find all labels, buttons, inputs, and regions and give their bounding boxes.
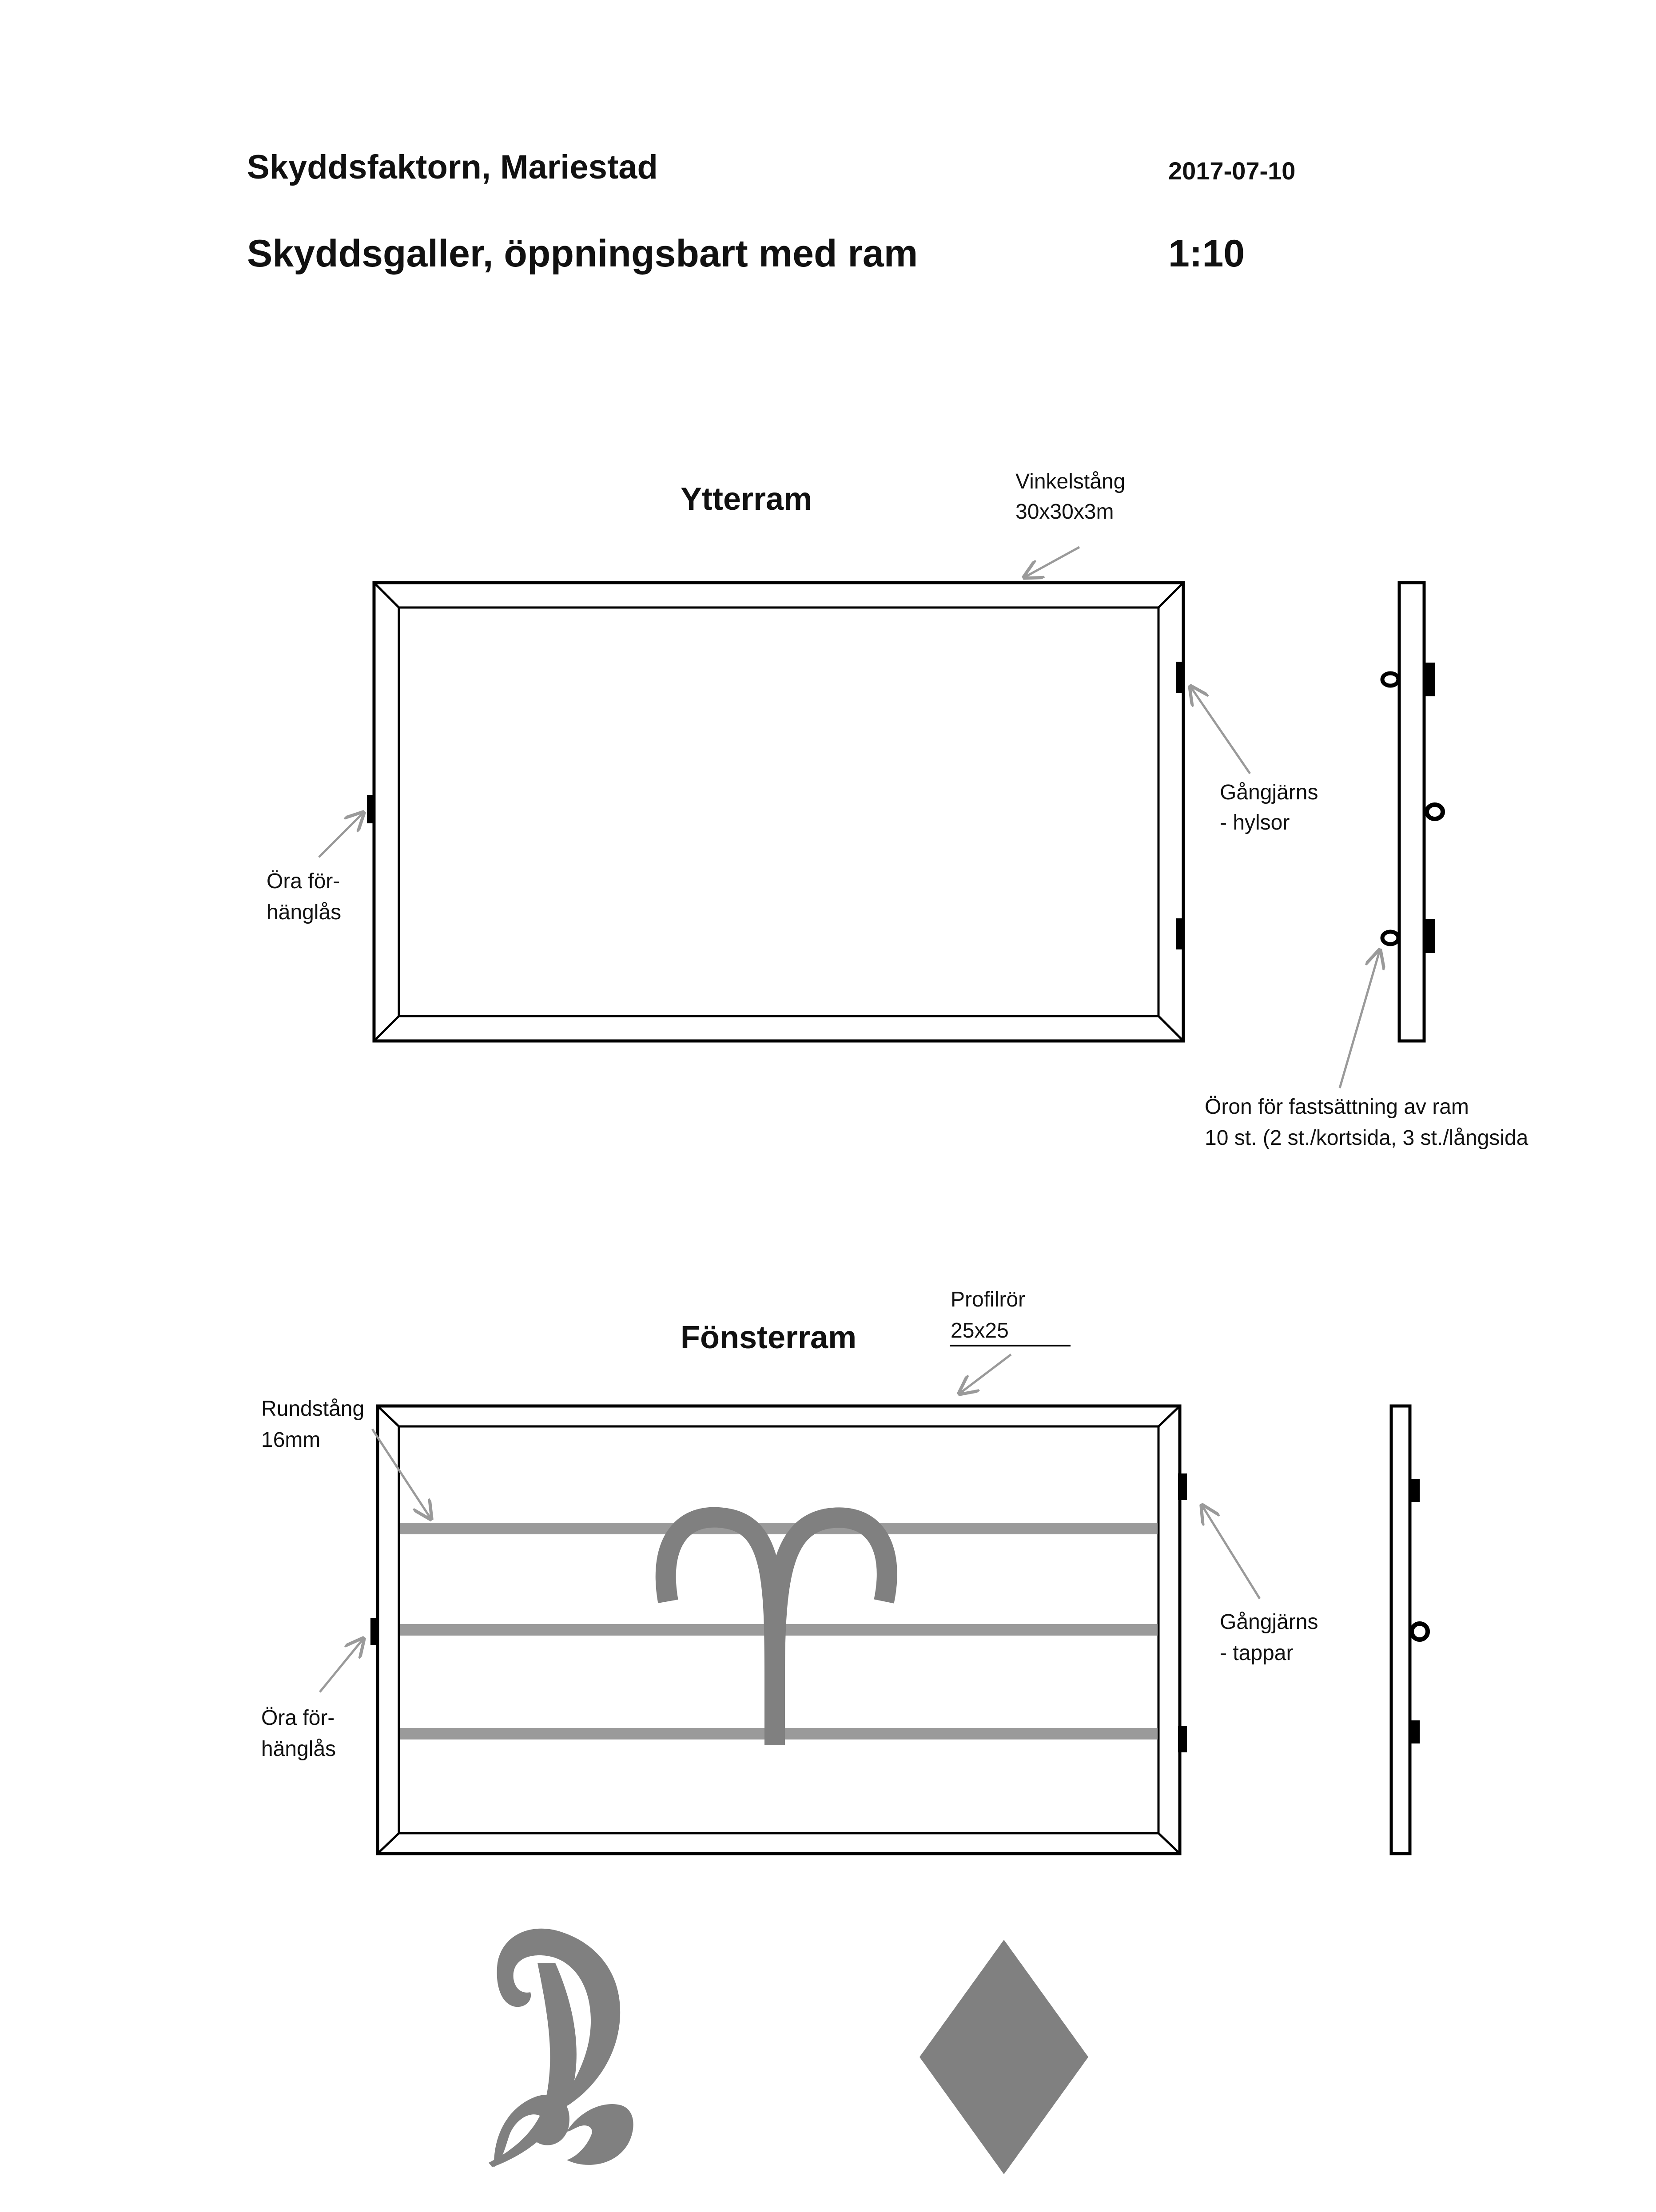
padlock-ear	[367, 795, 375, 823]
window-frame-section	[261, 1288, 1428, 1854]
drawing-title: Skyddsgaller, öppningsbart med ram	[247, 232, 918, 275]
outer-lock-arrow	[319, 813, 363, 857]
window-frame-material-size: 25x25	[951, 1319, 1009, 1342]
header	[247, 148, 1295, 275]
window-frame-material-arrow	[959, 1354, 1011, 1394]
window-lock-label: Öra för-	[261, 1706, 335, 1730]
window-lock-label-2: hänglås	[261, 1737, 336, 1761]
hinge-sleeve	[1176, 662, 1184, 693]
hinge-sleeve	[1176, 918, 1184, 949]
drawing-date: 2017-07-10	[1168, 157, 1296, 185]
window-frame-title: Fönsterram	[681, 1320, 857, 1355]
outer-hinge-label: Gångjärns	[1220, 781, 1318, 804]
outer-hinge-arrow	[1190, 687, 1250, 774]
drawing-scale: 1:10	[1168, 232, 1245, 275]
diamond-ornament	[920, 1940, 1088, 2174]
side-eye	[1412, 1624, 1428, 1640]
outer-frame-side-view	[1382, 583, 1443, 1041]
company-name: Skyddsfaktorn, Mariestad	[247, 148, 658, 186]
outer-frame-material-label: Vinkelstång	[1015, 470, 1126, 493]
outer-ears-label: Öron för fastsättning av ram	[1205, 1095, 1469, 1119]
outer-frame-material-size: 30x30x3m	[1015, 500, 1114, 524]
rod-label: Rundstång	[261, 1397, 365, 1421]
outer-frame-material-arrow	[1024, 547, 1079, 577]
scroll-ornament	[489, 1929, 633, 2167]
outer-ears-arrow	[1340, 950, 1380, 1088]
hinge-pin	[1178, 1726, 1187, 1752]
mounting-ear	[1382, 673, 1398, 686]
window-frame-side-view	[1391, 1406, 1428, 1854]
mounting-ear	[1427, 805, 1443, 819]
outer-lock-label-2: hänglås	[267, 901, 342, 924]
outer-frame-front-view	[367, 583, 1184, 1041]
outer-frame-section	[267, 470, 1529, 1150]
mounting-ear	[1382, 932, 1398, 944]
window-hinge-type: - tappar	[1220, 1641, 1294, 1665]
outer-frame-title: Ytterram	[681, 481, 812, 517]
window-hinge-label: Gångjärns	[1220, 1610, 1318, 1634]
padlock-ear	[370, 1618, 378, 1645]
outer-lock-label: Öra för-	[267, 870, 340, 893]
window-hinge-arrow	[1202, 1505, 1260, 1599]
rod-arrow	[372, 1429, 431, 1519]
window-frame-material-label: Profilrör	[951, 1288, 1026, 1311]
window-lock-arrow	[320, 1639, 363, 1692]
outer-ears-quantity: 10 st. (2 st./kortsida, 3 st./långsida	[1205, 1126, 1529, 1150]
hinge-pin	[1178, 1473, 1187, 1500]
rod-size: 16mm	[261, 1428, 321, 1452]
window-frame-front-view	[370, 1406, 1187, 1854]
outer-hinge-type: - hylsor	[1220, 811, 1290, 834]
